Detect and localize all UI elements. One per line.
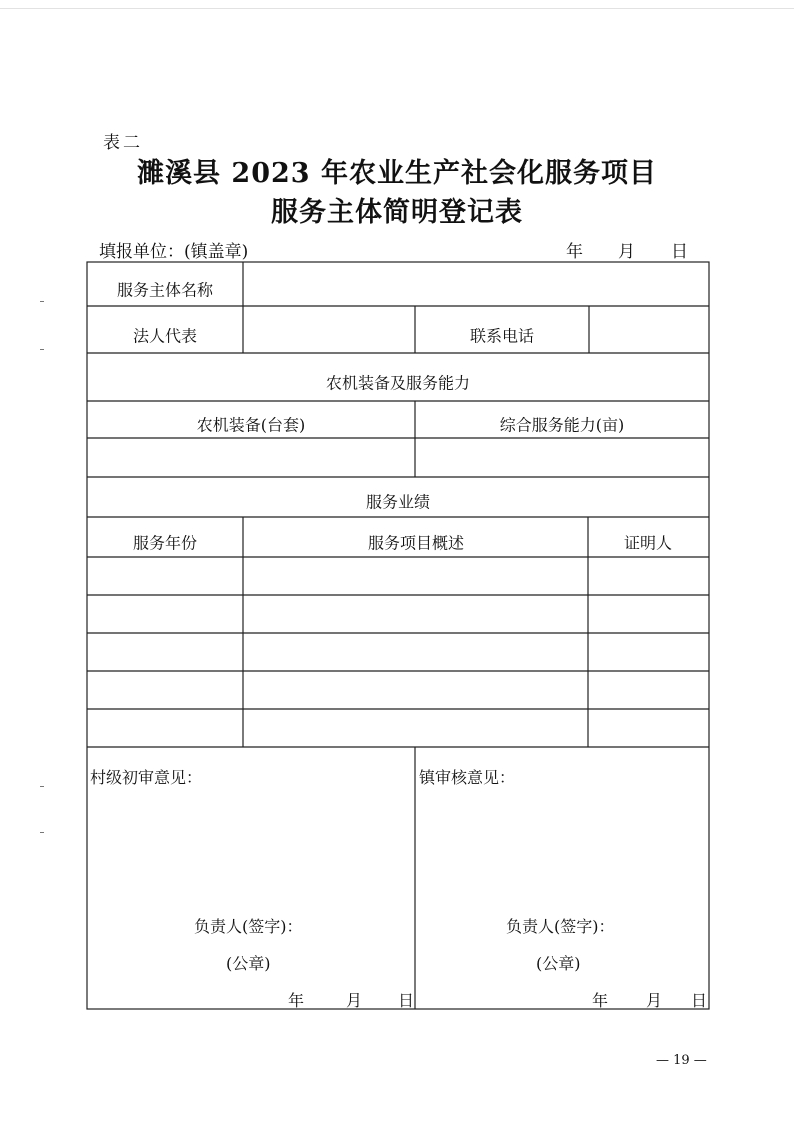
legal-rep-label: 法人代表 [132,326,198,346]
document-title-line2: 服务主体简明登记表 [271,197,523,228]
village-seal-label: (公章) [226,954,271,973]
village-date-year: 年 [288,991,305,1010]
village-signer-label: 负责人(签字)： [194,917,303,936]
date-month-label: 月 [618,242,635,262]
page-number: — 19 — [656,1053,707,1068]
village-date-month: 月 [346,991,363,1010]
margin-mark [40,786,44,787]
town-date-day: 日 [691,991,708,1010]
performance-section-heading: 服务业绩 [365,492,431,512]
town-date-year: 年 [592,991,609,1010]
town-seal-label: (公章) [536,954,581,973]
date-day-label: 日 [671,242,688,262]
equipment-column-header: 农机装备(台套) [196,415,306,435]
document-title-line1: 濉溪县 2023 年农业生产社会化服务项目 [137,158,657,189]
date-year-label: 年 [566,242,583,262]
contact-phone-label: 联系电话 [469,326,535,346]
table-label: 表二 [103,133,143,153]
reporting-unit-label: 填报单位：(镇盖章) [99,242,249,262]
margin-mark [40,301,44,302]
village-date-day: 日 [398,991,415,1010]
town-opinion-title: 镇审核意见： [419,768,516,787]
village-opinion-title: 村级初审意见： [90,768,203,787]
project-summary-column-header: 服务项目概述 [367,533,465,553]
witness-column-header: 证明人 [623,533,673,553]
equipment-section-heading: 农机装备及服务能力 [325,373,471,393]
service-year-column-header: 服务年份 [132,533,198,553]
margin-mark [40,349,44,350]
margin-mark [40,832,44,833]
capacity-column-header: 综合服务能力(亩) [499,415,625,435]
entity-name-label: 服务主体名称 [116,280,214,300]
town-signer-label: 负责人(签字)： [506,917,615,936]
town-date-month: 月 [646,991,663,1010]
